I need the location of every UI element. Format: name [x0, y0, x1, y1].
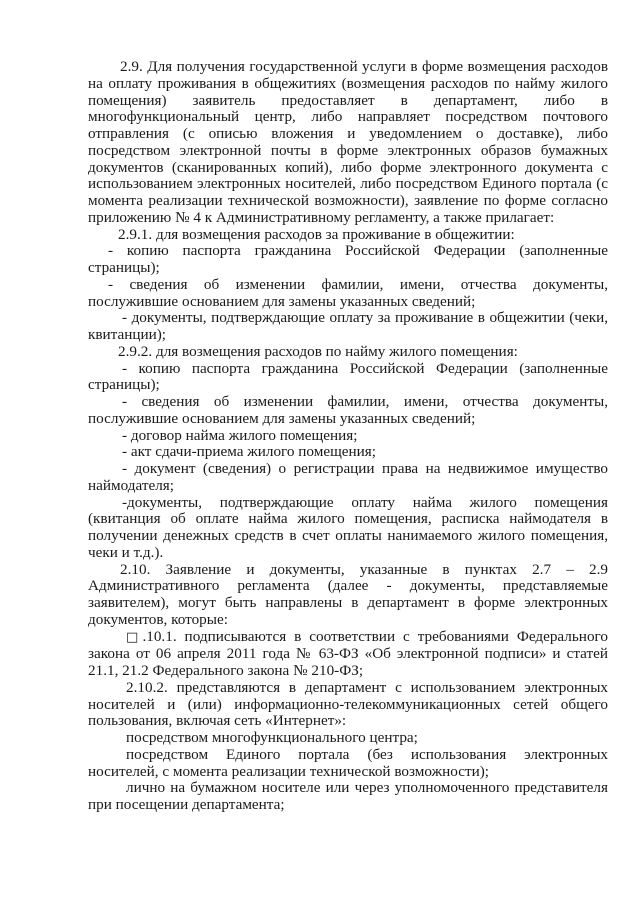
list-item-via-mfc: посредством многофункционального центра; — [126, 729, 418, 746]
list-item-in-person: лично на бумажном носителе или через уполномоченного представителя при посещении департамента; — [88, 779, 608, 813]
list-item-via-unified-portal: посредством Единого портала (без использования электронных носителей, с момента реализации технической возможности); — [88, 745, 608, 780]
list-item-dormitory-payment-proof: - документы, подтверждающие оплату за проживание в общежитии (чеки, квитанции); — [88, 309, 608, 343]
missing-glyph: □ — [126, 629, 143, 645]
paragraph-2-10-2: 2.10.2. представляются в департамент с использованием электронных носителей и (или) информационно-телекоммуникационных сетей общего пользования, включая сеть «Интернет»: — [88, 678, 608, 730]
paragraph-2-9-1-heading: 2.9.1. для возмещения расходов за проживание в общежитии: — [118, 225, 515, 243]
paragraph-2-9: 2.9. Для получения государственной услуги в форме возмещения расходов на оплату проживания в общежитиях (возмещения расходов по найму жилого помещения) заявитель предоставляет в департамент, либо в многофункциональный центр, либо направляет посредством почтового отправления (с описью вложения и уведомлением о доставке), либо посредством электронной почты в форме электронных образов бумажных документов (сканированных копий), либо форме электронного документа с использованием электронных носителей, либо посредством Единого портала (с момента реализации технической возможности), заявление по форме согласно приложению № 4 к Административному регламенту, а также прилагает: — [88, 58, 608, 226]
paragraph-2-10: 2.10. Заявление и документы, указанные в пунктах 2.7 – 2.9 Административного регламента (далее - документы, представляемые заявителем), могут быть направлены в департамент в форме электронных документов, которые: — [88, 560, 608, 628]
list-item-rent-payment-proof: -документы, подтверждающие оплату найма жилого помещения (квитанция об оплате найма жилого помещения, расписка наймодателя в получении денежных средств в счет оплаты нанимаемого жилого помещения, чеки и т.д.). — [88, 493, 608, 561]
list-item-landlord-ownership: - документ (сведения) о регистрации права на недвижимое имущество наймодателя; — [88, 460, 608, 494]
list-item-rent-contract: - договор найма жилого помещения; — [122, 426, 358, 444]
list-item-acceptance-act: - акт сдачи-приема жилого помещения; — [122, 443, 376, 461]
document-body — [88, 59, 608, 814]
paragraph-2-10-1-text: .10.1. подписываются в соответствии с требованиями Федерального закона от 06 апреля 2011 года № 63-ФЗ «Об электронной подписи» и статей 21.1, 21.2 Федерального закона № 210-ФЗ; — [88, 627, 608, 679]
paragraph-2-9-2-heading: 2.9.2. для возмещения расходов по найму жилого помещения: — [118, 342, 518, 360]
list-item-name-change-dormitory: - сведения об изменении фамилии, имени, отчества документы, послужившие основанием для замены указанных сведений; — [88, 275, 608, 310]
list-item-passport-copy-rent: - копию паспорта гражданина Российской Федерации (заполненные страницы); — [88, 359, 608, 394]
list-item-passport-copy-dormitory: - копию паспорта гражданина Российской Федерации (заполненные страницы); — [88, 242, 608, 276]
list-item-name-change-rent: - сведения об изменении фамилии, имени, отчества документы, послужившие основанием для замены указанных сведений; — [88, 393, 608, 427]
paragraph-2-10-1 — [88, 629, 608, 680]
